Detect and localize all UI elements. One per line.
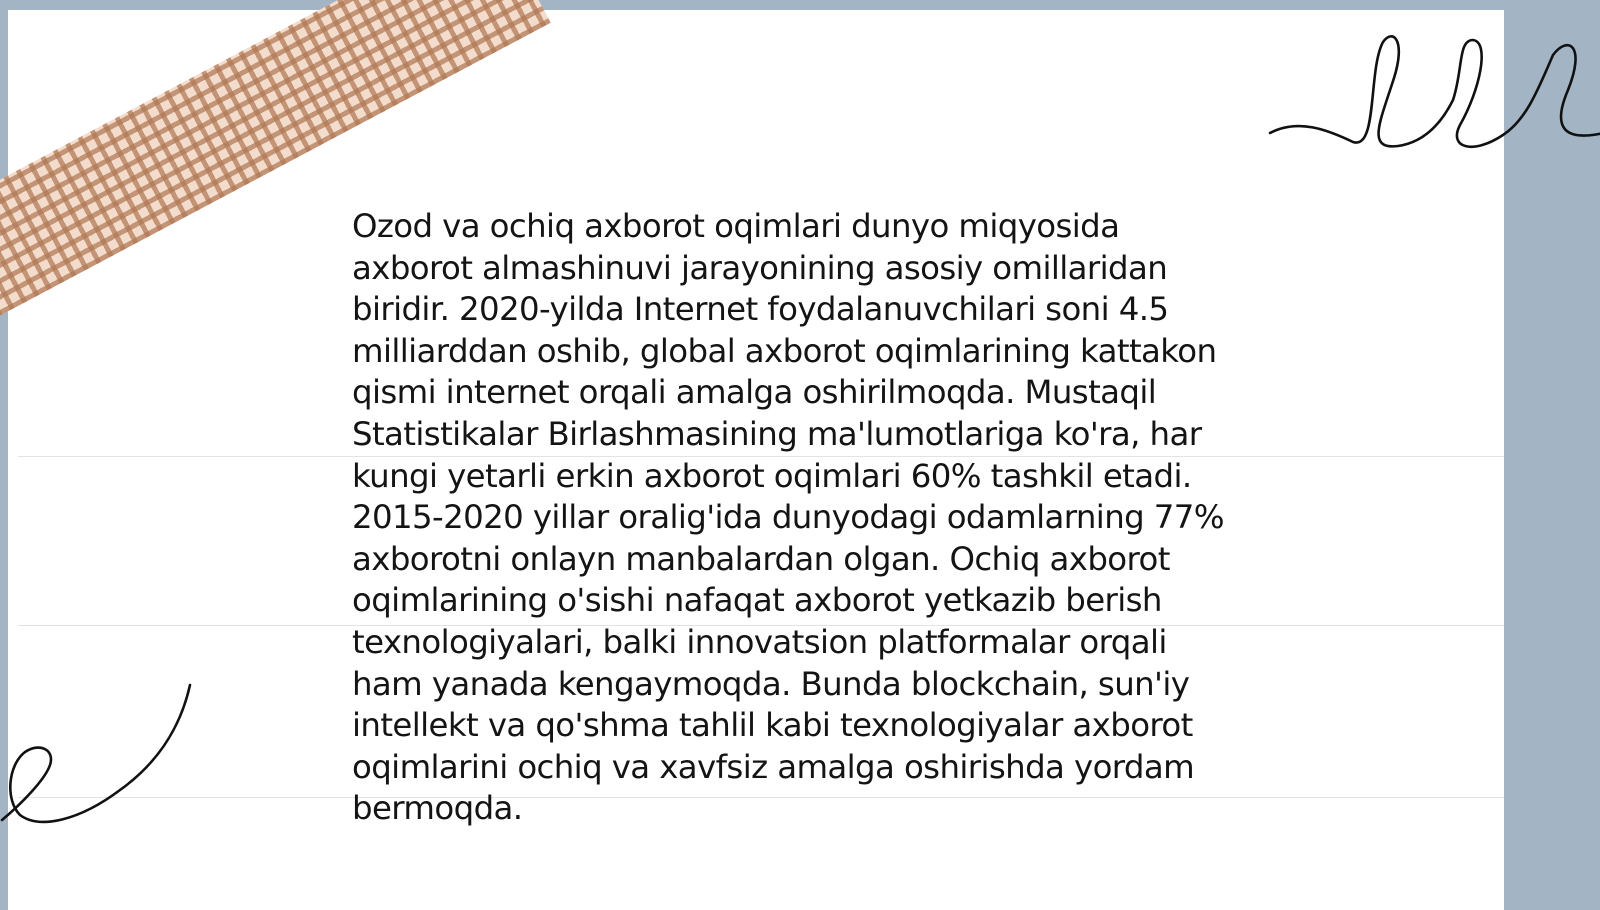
swoosh-doodle (0, 680, 200, 840)
loop-scribble-doodle (1268, 30, 1600, 160)
body-paragraph: Ozod va ochiq axborot oqimlari dunyo miqyosida axborot almashinuvi jarayonining asosiy omillaridan biridir. 2020-yilda Internet foydalanuvchilari soni 4.5 milliarddan oshib, global axborot oqimlarining kattakon qismi internet orqali amalga oshirilmoqda. Mustaqil Statistikalar Birlashmasining ma'lumotlariga ko'ra, har kungi yetarli erkin axborot oqimlari 60% tashkil etadi. 2015-2020 yillar oralig'ida dunyodagi odamlarning 77% axborotni onlayn manbalardan olgan. Ochiq axborot oqimlarining o'sishi nafaqat axborot yetkazib berish texnologiyalari, balki innovatsion platformalar orqali ham yanada kengaymoqda. Bunda blockchain, sun'iy intellekt va qo'shma tahlil kabi texnologiyalar axborot oqimlarini ochiq va xavfsiz amalga oshirishda yordam bermoqda. (352, 207, 1224, 828)
